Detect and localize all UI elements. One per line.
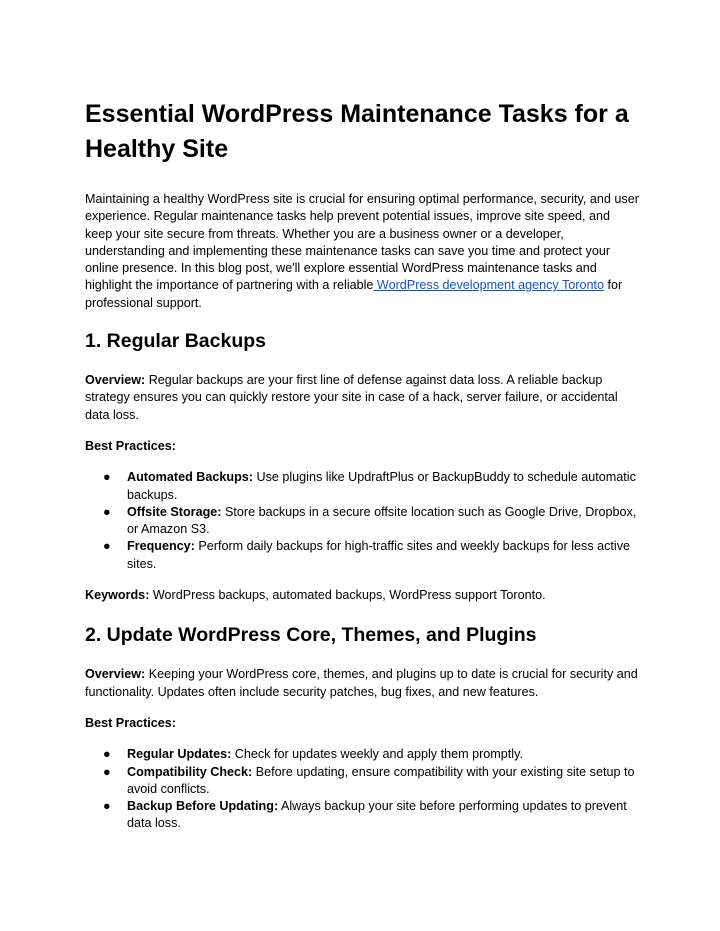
overview-text: Regular backups are your first line of defense against data loss. A reliable backup strategy ensures you can quickly restore your site in case of a hack, server failure, or accidental data loss. bbox=[85, 373, 618, 422]
overview-label: Overview: bbox=[85, 667, 146, 682]
practice-text: Use plugins like UpdraftPlus or BackupBuddy to schedule automatic backups. bbox=[127, 470, 636, 502]
bullet-icon: ● bbox=[103, 470, 111, 485]
section-updates bbox=[85, 622, 640, 832]
practice-text: Check for updates weekly and apply them promptly. bbox=[231, 747, 523, 762]
intro-paragraph bbox=[85, 191, 640, 312]
overview-label: Overview: bbox=[85, 373, 146, 388]
section-regular-backups bbox=[85, 328, 640, 604]
list-item bbox=[85, 504, 640, 539]
list-item bbox=[85, 538, 640, 573]
list-item bbox=[85, 798, 640, 833]
overview-paragraph bbox=[85, 666, 640, 701]
practice-label: Automated Backups: bbox=[127, 470, 253, 485]
section-heading: 1. Regular Backups bbox=[85, 330, 266, 353]
bullet-icon: ● bbox=[103, 539, 111, 554]
practice-label: Offsite Storage: bbox=[127, 504, 222, 519]
best-practices-label bbox=[85, 715, 640, 732]
section-heading: 2. Update WordPress Core, Themes, and Plugins bbox=[85, 624, 537, 647]
page-title: Essential WordPress Maintenance Tasks for a Healthy Site bbox=[85, 100, 629, 163]
best-practices-list bbox=[85, 469, 640, 573]
practice-label: Backup Before Updating: bbox=[127, 799, 279, 814]
list-item bbox=[85, 764, 640, 799]
intro-tail: for professional support. bbox=[85, 278, 623, 310]
keywords-label: Keywords: bbox=[85, 588, 150, 603]
list-item bbox=[85, 746, 640, 763]
bullet-icon: ● bbox=[103, 799, 111, 814]
practice-text: Before updating, ensure compatibility with your existing site setup to avoid conflicts. bbox=[127, 764, 635, 796]
practice-text: Perform daily backups for high-traffic sites and weekly backups for less active sites. bbox=[127, 539, 631, 571]
bullet-icon: ● bbox=[103, 747, 111, 762]
best-practices-heading: Best Practices: bbox=[85, 438, 177, 453]
bullet-icon: ● bbox=[103, 764, 111, 779]
practice-label: Regular Updates: bbox=[127, 747, 232, 762]
keywords-paragraph bbox=[85, 587, 640, 604]
best-practices-list bbox=[85, 746, 640, 832]
list-item bbox=[85, 469, 640, 504]
keywords-text: WordPress backups, automated backups, WordPress support Toronto. bbox=[149, 588, 546, 603]
practice-text: Store backups in a secure offsite location such as Google Drive, Dropbox, or Amazon S3. bbox=[127, 504, 637, 537]
wordpress-agency-link[interactable]: WordPress development agency Toronto bbox=[373, 278, 604, 293]
bullet-icon: ● bbox=[103, 504, 111, 519]
best-practices-heading: Best Practices: bbox=[85, 715, 177, 730]
overview-paragraph bbox=[85, 372, 640, 424]
practice-label: Compatibility Check: bbox=[127, 764, 253, 779]
practice-label: Frequency: bbox=[127, 539, 195, 554]
practice-text: Always backup your site before performing updates to prevent data loss. bbox=[127, 799, 627, 831]
best-practices-label bbox=[85, 438, 640, 455]
overview-text: Keeping your WordPress core, themes, and plugins up to date is crucial for security and functionality. Updates often include security patches, bug fixes, and new features. bbox=[85, 667, 638, 699]
intro-text: Maintaining a healthy WordPress site is crucial for ensuring optimal performance, security, and user experience. Regular maintenance tasks help prevent potential issues, improve site speed, and keep your site secure from threats. Whether you are a business owner or a developer, understanding and implementing these maintenance tasks can save you time and protect your online presence. In this blog post, we'll explore essential WordPress maintenance tasks and highlight the importance of partnering with a reliable bbox=[85, 192, 639, 293]
